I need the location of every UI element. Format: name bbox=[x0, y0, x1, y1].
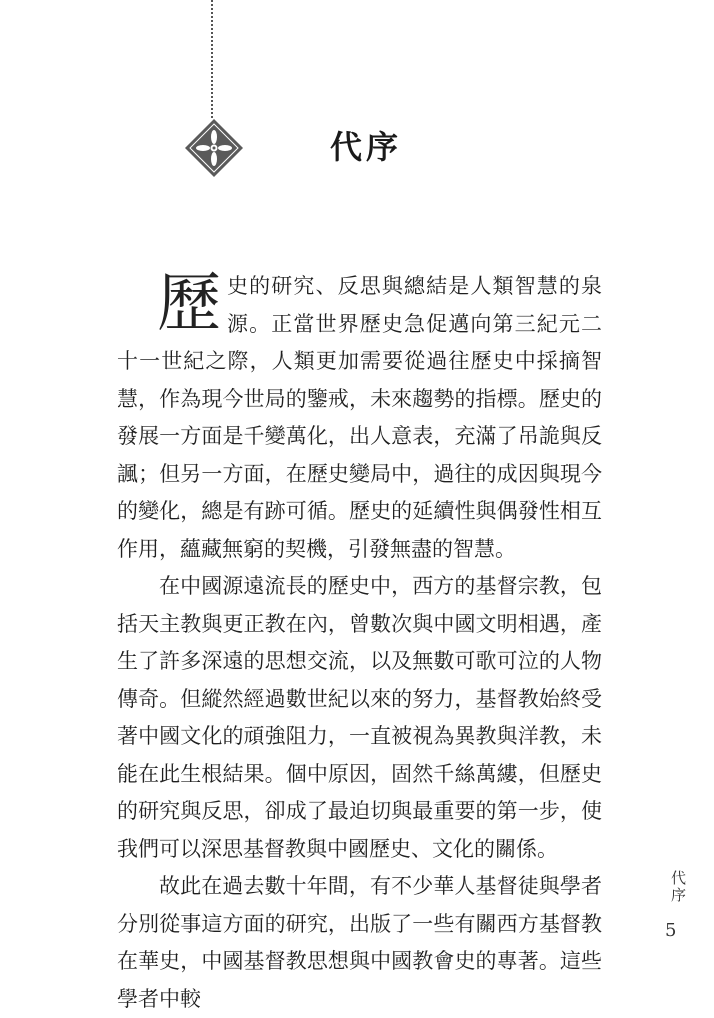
page-title: 代序 bbox=[330, 128, 403, 166]
dropcap: 歷 bbox=[157, 267, 221, 341]
paragraph-3: 故此在過去數十年間，有不少華人基督徒與學者分別從事這方面的研究，出版了一些有關西方基督教在華史，中國基督教思想與中國教會史的專著。這些學者中較 bbox=[117, 874, 602, 1011]
body-text bbox=[117, 268, 602, 1018]
side-section-label: 代序 bbox=[669, 870, 687, 904]
paragraph-1 bbox=[117, 268, 602, 568]
paragraph-2: 在中國源遠流長的歷史中，西方的基督宗教，包括天主教與更正教在內，曾數次與中國文明相遇，產生了許多深遠的思想交流，以及無數可歌可泣的人物傳奇。但縱然經過數世紀以來的努力，基督教始終受著中國文化的頑強阻力，一直被視為異教與洋教，未能在此生根結果。個中原因，固然千絲萬縷，但歷史的研究與反思，卻成了最迫切與最重要的第一步，使我們可以深思基督教與中國歷史、文化的關係。 bbox=[117, 574, 602, 861]
ornament-dotted-line bbox=[211, 0, 215, 118]
page-number: 5 bbox=[665, 920, 677, 941]
paragraph-1-text: 史的研究、反思與總結是人類智慧的泉源。正當世界歷史急促邁向第三紀元二十一世紀之際，人類更加需要從過往歷史中採摘智慧，作為現今世局的鑒戒，未來趨勢的指標。歷史的發展一方面是千變萬化，出人意表，充滿了吊詭與反諷；但另一方面，在歷史變局中，過往的成因與現今的變化，總是有跡可循。歷史的延續性與偶發性相互作用，蘊藏無窮的契機，引發無盡的智慧。 bbox=[117, 274, 602, 561]
diamond-ornament-icon bbox=[184, 118, 244, 178]
